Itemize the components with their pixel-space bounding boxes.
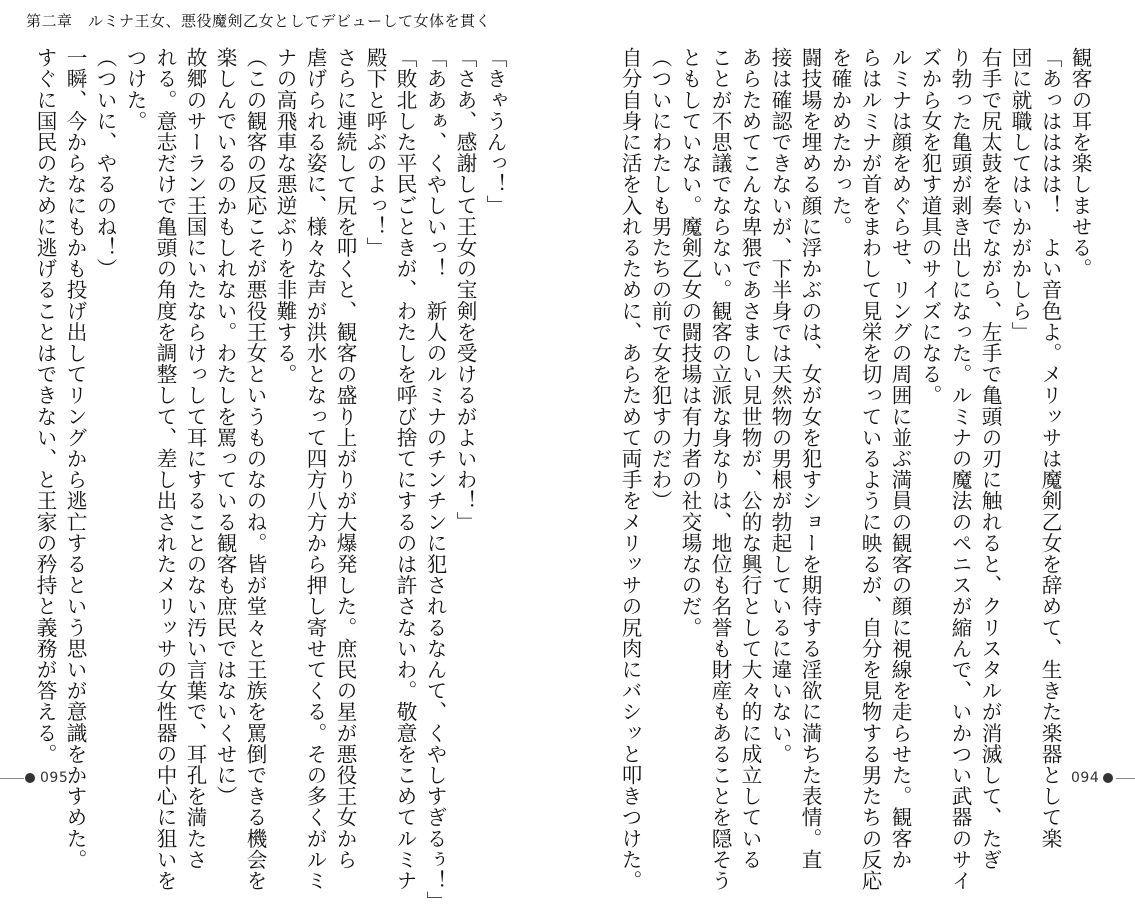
text-line: 観客の耳を楽しませる。: [1068, 47, 1092, 280]
text-line: 「さあ、感謝して王女の宝剣を受けるがよいわ！」: [453, 47, 477, 533]
text-line: あらためてこんな卑猥であさましい見世物が、公的な興行として大々的に成立している: [738, 47, 762, 870]
footer-rule-left: [0, 778, 24, 779]
text-line: ナの高飛車な悪逆ぶりを非難する。: [273, 47, 297, 385]
text-line: 虐げられる姿に、様々な声が洪水となって四方八方から押し寄せてくる。その多くがルミ: [303, 47, 327, 891]
text-line: 右手で尻太鼓を奏でながら、左手で亀頭の刃に触れると、クリスタルが消滅して、たぎ: [978, 47, 1002, 870]
text-line: らはルミナが首をまわして見栄を切っているように映るが、自分を見物する男たちの反応: [858, 47, 882, 891]
text-line: （この観客の反応こそが悪役王女というものなのね。皆が堂々と王族を罵倒できる機会を: [243, 47, 267, 891]
text-line: 「きゃうんっ！」: [483, 47, 507, 216]
text-line: 「ああぁ、くやしいっ！ 新人のルミナのチンチンに犯されるなんて、くやしすぎるぅ！」: [423, 47, 447, 912]
footer-rule-right: [1116, 778, 1135, 779]
footer-dot-icon: [25, 773, 35, 783]
text-line: 団に就職してはいかがかしら」: [1008, 47, 1032, 343]
text-line: ズから女を犯す道具のサイズになる。: [918, 47, 942, 406]
text-line: つけた。: [123, 47, 147, 132]
text-line: 闘技場を埋める顔に浮かぶのは、女が女を犯すショーを期待する淫欲に満ちた表情。直: [798, 47, 822, 870]
footer-dot-icon: [1103, 773, 1113, 783]
text-line: ともしていない。魔剣乙女の闘技場は有力者の社交場なのだ。: [678, 47, 702, 638]
text-line: 「敗北した平民ごときが、わたしを呼び捨てにするのは許さないわ。敬意をこめてルミナ: [393, 47, 417, 891]
text-line: ことが不思議でならない。観客の立派な身なりは、地位も名誉も財産もあることを隠そう: [708, 47, 732, 891]
text-line: 故郷のサーラン王国にいたならけっして耳にすることのない汚い言葉で、耳孔を満たさ: [183, 47, 207, 870]
text-line: 楽しんでいるのかもしれない。わたしを罵っている観客も庶民ではないくせに）: [213, 47, 237, 807]
text-line: ルミナは顔をめぐらせ、リングの周囲に並ぶ満員の観客の顔に視線を走らせた。観客か: [888, 47, 912, 870]
text-line: さらに連続して尻を叩くと、観客の盛り上がりが大爆発した。庶民の星が悪役王女から: [333, 47, 357, 870]
text-line: すぐに国民のために逃げることはできない、と王家の矜持と義務が答える。: [33, 47, 57, 765]
text-line: 「あっはははは！ よい音色よ。メリッサは魔剣乙女を辞めて、生きた楽器として楽: [1038, 47, 1062, 849]
text-line: （ついに、やるのね！）: [93, 47, 117, 280]
chapter-header: 第二章 ルミナ王女、悪役魔剣乙女としてデビューして女体を貫く: [26, 12, 492, 30]
text-line: り勃った亀頭が剥き出しになった。ルミナの魔法のペニスが縮んで、いかつい武器のサイ: [948, 47, 972, 891]
text-line: 接は確認できないが、下半身では天然物の男根が勃起しているに違いない。: [768, 47, 792, 765]
text-line: れる。意志だけで亀頭の角度を調整して、差し出されたメリッサの女性器の中心に狙いを: [153, 47, 177, 891]
text-line: を確かめたかった。: [828, 47, 852, 237]
text-line: 殿下と呼ぶのよっ！」: [363, 47, 387, 258]
text-line: （ついにわたしも男たちの前で女を犯すのだわ）: [648, 47, 672, 512]
page-number-right: 094: [1071, 770, 1100, 786]
text-line: 一瞬、今からなにもかも投げ出してリングから逃亡するという思いが意識をかすめた。: [63, 47, 87, 870]
text-line: 自分自身に活を入れるために、あらためて両手をメリッサの尻肉にバシッと叩きつけた。: [618, 47, 642, 891]
page-number-left: 095: [40, 770, 69, 786]
